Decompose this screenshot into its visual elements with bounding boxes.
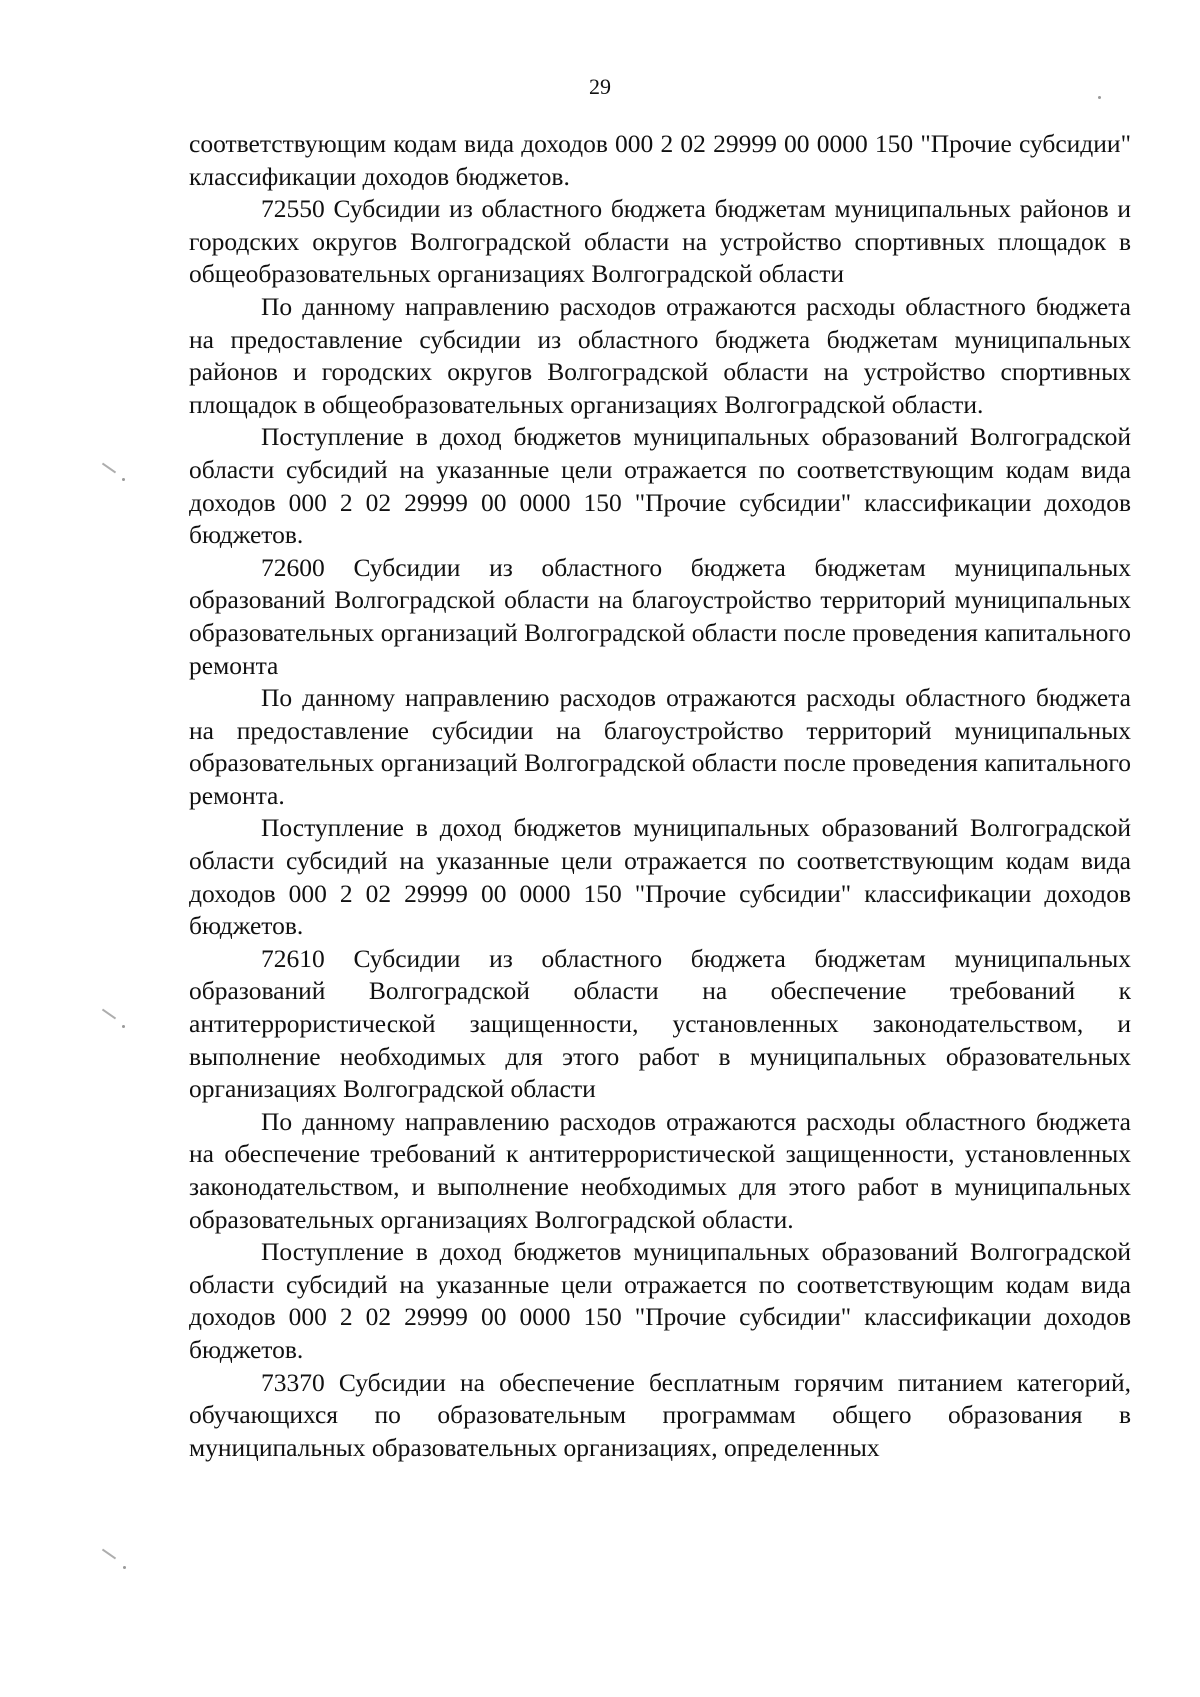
page-number: 29 <box>589 74 611 99</box>
scan-artifact-dot <box>122 1025 125 1028</box>
paragraph-1: соответствующим кодам вида доходов 000 2 02 29999 00 0000 150 "Прочие субсидии" классификации доходов бюджетов. <box>189 129 1131 191</box>
document-body <box>189 128 1131 1464</box>
scan-artifact-dot <box>1098 96 1101 99</box>
paragraph-2: 72550 Субсидии из областного бюджета бюджетам муниципальных районов и городских округов Волгоградской области на устройство спортивных площадок в общеобразовательных организациях Волгоградской области <box>189 194 1131 289</box>
scan-artifact-dot <box>122 478 125 481</box>
scan-artifact-dot <box>123 1566 126 1569</box>
paragraph-4: Поступление в доход бюджетов муниципальных образований Волгоградской области субсидий на указанные цели отражается по соответствующим кодам вида доходов 000 2 02 29999 00 0000 150 "Прочие субсидии" классификации доходов бюджетов. <box>189 422 1131 550</box>
paragraph-7: Поступление в доход бюджетов муниципальных образований Волгоградской области субсидий на указанные цели отражается по соответствующим кодам вида доходов 000 2 02 29999 00 0000 150 "Прочие субсидии" классификации доходов бюджетов. <box>189 813 1131 941</box>
paragraph-8: 72610 Субсидии из областного бюджета бюджетам муниципальных образований Волгоградской области на обеспечение требований к антитеррористической защищенности, установленных законодательством, и выполнение необходимых для этого работ в муниципальных образовательных организациях Волгоградской области <box>189 943 1131 1104</box>
scan-artifact-mark <box>102 1549 116 1560</box>
paragraph-11: 73370 Субсидии на обеспечение бесплатным горячим питанием категорий, обучающихся по образовательным программам общего образования в муниципальных образовательных организациях, определенных <box>189 1367 1131 1462</box>
scan-artifact-mark <box>102 1009 116 1020</box>
paragraph-3: По данному направлению расходов отражаются расходы областного бюджета на предоставление субсидии из областного бюджета бюджетам муниципальных районов и городских округов Волгоградской области на устройство спортивных площадок в общеобразовательных организациях Волгоградской области. <box>189 291 1131 419</box>
paragraph-5: 72600 Субсидии из областного бюджета бюджетам муниципальных образований Волгоградской области на благоустройство территорий муниципальных образовательных организаций Волгоградской области после проведения капитального ремонта <box>189 552 1131 680</box>
paragraph-9: По данному направлению расходов отражаются расходы областного бюджета на обеспечение требований к антитеррористической защищенности, установленных законодательством, и выполнение необходимых для этого работ в муниципальных образовательных организациях Волгоградской области. <box>189 1106 1131 1234</box>
paragraph-10: Поступление в доход бюджетов муниципальных образований Волгоградской области субсидий на указанные цели отражается по соответствующим кодам вида доходов 000 2 02 29999 00 0000 150 "Прочие субсидии" классификации доходов бюджетов. <box>189 1237 1131 1364</box>
paragraph-6: По данному направлению расходов отражаются расходы областного бюджета на предоставление субсидии на благоустройство территорий муниципальных образовательных организаций Волгоградской области после проведения капитального ремонта. <box>189 683 1131 810</box>
scan-artifact-mark <box>102 463 116 474</box>
